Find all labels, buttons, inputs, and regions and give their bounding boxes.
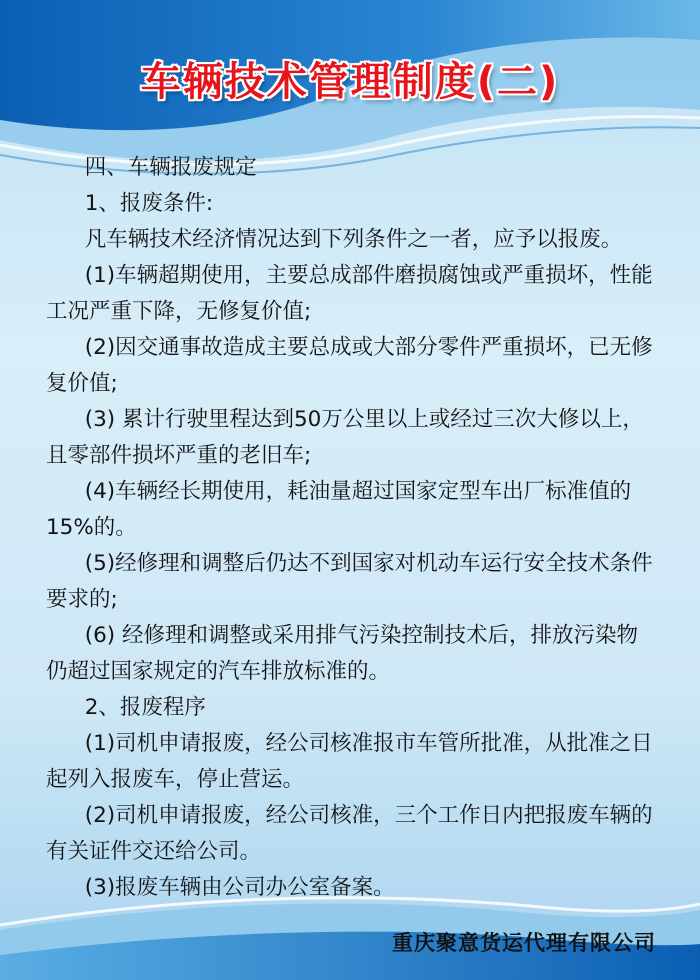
- condition-item: (5)经修理和调整后仍达不到国家对机动车运行安全技术条件要求的;: [46, 551, 653, 612]
- procedure-item: (2)司机申请报废，经公司核准，三个工作日内把报废车辆的有关证件交还给公司。: [46, 803, 653, 864]
- page-title: 车辆技术管理制度(二): [140, 59, 560, 105]
- procedure-item: (3)报废车辆由公司办公室备案。: [84, 875, 395, 900]
- condition-item: (3) 累计行驶里程达到50万公里以上或经过三次大修以上，且零部件损坏严重的老旧车;: [46, 407, 644, 468]
- condition-item: (1)车辆超期使用，主要总成部件磨损腐蚀或严重损坏，性能工况严重下降，无修复价值;: [46, 263, 653, 324]
- condition-item: (2)因交通事故造成主要总成或大部分零件严重损坏，已无修复价值;: [46, 335, 653, 396]
- procedure-item: (1)司机申请报废，经公司核准报市车管所批准，从批准之日起列入报废车，停止营运。: [46, 731, 653, 792]
- condition-item: (6) 经修理和调整或采用排气污染控制技术后，排放污染物仍超过国家规定的汽车排放标准的。: [46, 623, 638, 684]
- subsection-1-heading: 1、报废条件:: [84, 191, 214, 216]
- section-heading: 四、车辆报废规定: [84, 155, 257, 180]
- subsection-1-intro: 凡车辆技术经济情况达到下列条件之一者，应予以报废。: [84, 227, 623, 252]
- subsection-2-heading: 2、报废程序: [84, 695, 206, 720]
- company-name: 重庆聚意货运代理有限公司: [392, 931, 656, 955]
- condition-item: (4)车辆经长期使用，耗油量超过国家定型车出厂标准值的15%的。: [46, 479, 632, 540]
- regulation-body: [46, 150, 658, 906]
